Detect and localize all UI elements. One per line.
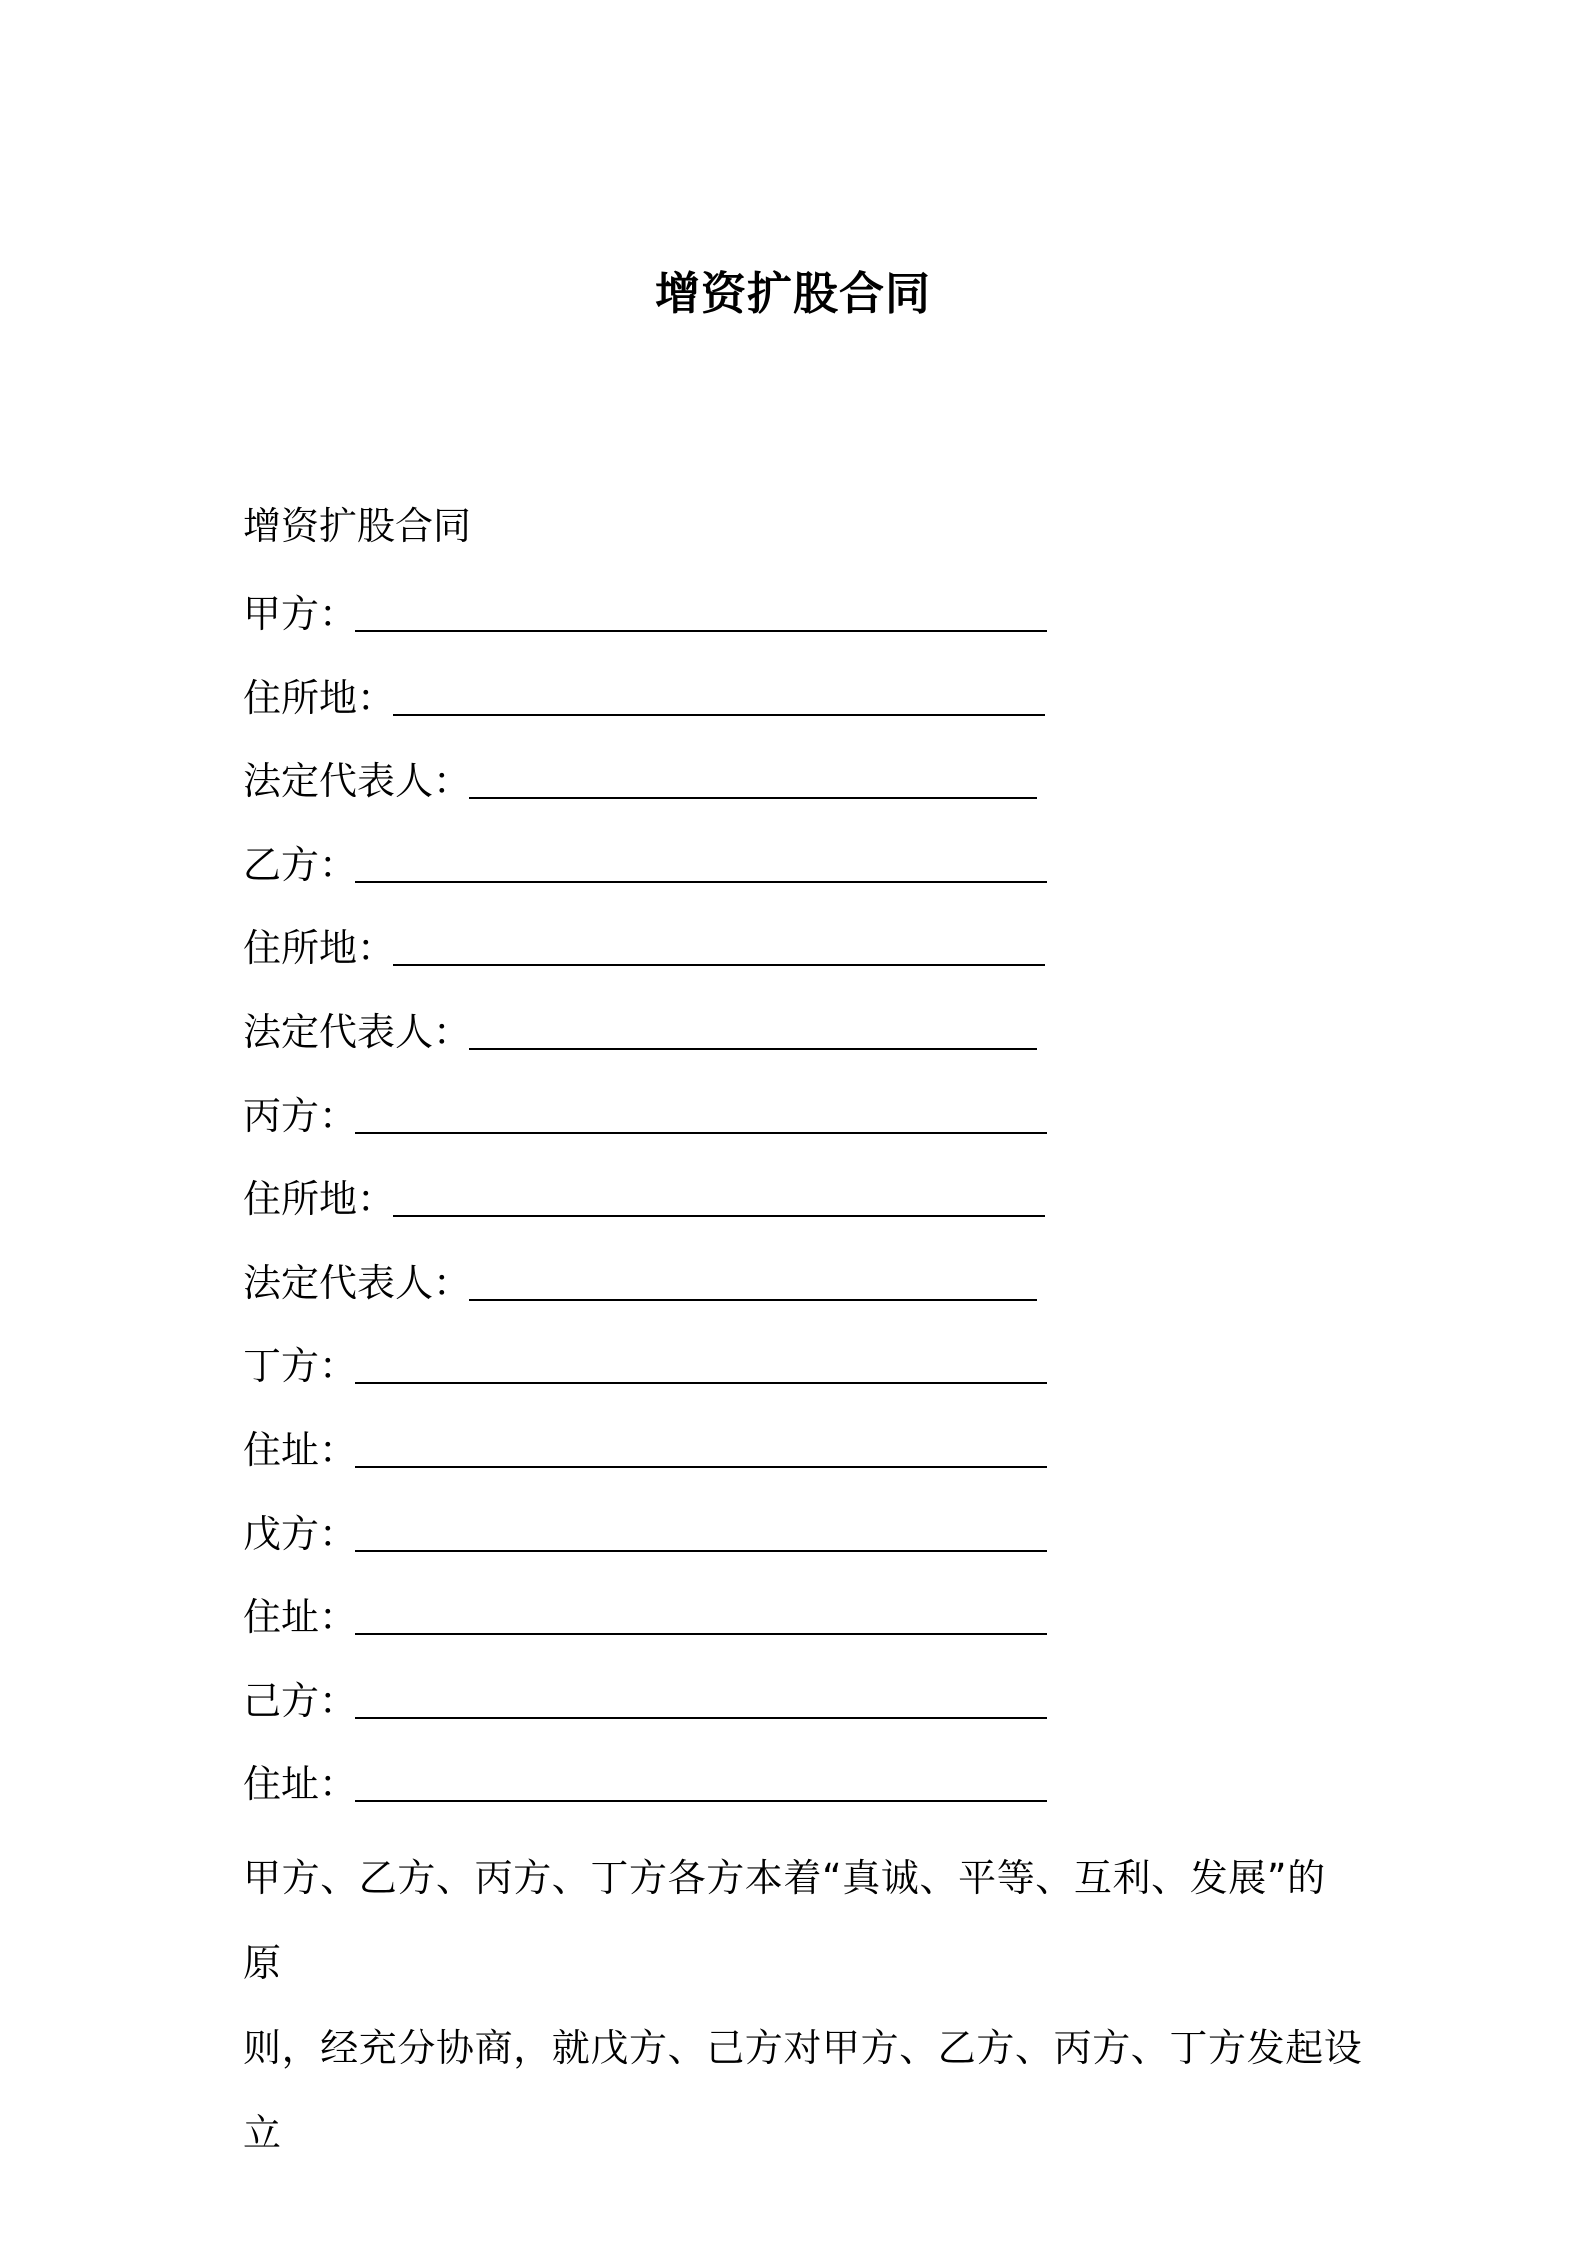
field-label: 法定代表人 bbox=[243, 1260, 434, 1305]
blank-line bbox=[355, 1507, 1047, 1552]
document-title: 增资扩股合同 bbox=[654, 267, 931, 320]
field-party-b bbox=[243, 838, 1443, 922]
field-party-c-address bbox=[243, 1172, 1443, 1256]
blank-line bbox=[393, 671, 1045, 716]
blank-line bbox=[355, 1339, 1047, 1384]
field-label: 丙方 bbox=[243, 1093, 320, 1138]
field-colon: ： bbox=[319, 1344, 358, 1389]
intro-paragraph bbox=[243, 1836, 1363, 2176]
field-party-c bbox=[243, 1089, 1443, 1173]
field-party-d bbox=[243, 1339, 1443, 1423]
blank-line bbox=[355, 1674, 1047, 1719]
field-label: 己方 bbox=[243, 1678, 320, 1723]
field-party-f-address bbox=[243, 1757, 1443, 1841]
field-label: 住所地 bbox=[243, 926, 358, 971]
field-label: 甲方 bbox=[243, 592, 320, 636]
blank-line bbox=[355, 1089, 1047, 1134]
field-colon: ： bbox=[319, 1678, 358, 1723]
field-label: 住所地 bbox=[243, 675, 358, 720]
field-label: 乙方 bbox=[243, 842, 320, 887]
field-party-a-legal-rep bbox=[243, 754, 1443, 838]
field-label: 住址 bbox=[243, 1595, 320, 1640]
field-colon: ： bbox=[319, 842, 358, 887]
intro-line: 甲方、乙方、丙方、丁方各方本着“真诚、平等、互利、发展”的原 bbox=[243, 1856, 1326, 1985]
field-colon: ： bbox=[433, 1009, 472, 1054]
field-party-d-address bbox=[243, 1423, 1443, 1507]
field-party-a bbox=[243, 587, 1443, 671]
field-colon: ： bbox=[319, 592, 358, 636]
blank-line bbox=[469, 1005, 1037, 1050]
blank-line bbox=[355, 1423, 1047, 1468]
field-label: 法定代表人 bbox=[243, 759, 434, 804]
field-label: 法定代表人 bbox=[243, 1009, 434, 1054]
blank-line bbox=[355, 587, 1047, 632]
field-colon: ： bbox=[357, 675, 396, 720]
blank-line bbox=[355, 1757, 1047, 1802]
intro-line: 则，经充分协商，就戊方、己方对甲方、乙方、丙方、丁方发起设立 bbox=[243, 2026, 1363, 2155]
blank-line bbox=[469, 754, 1037, 799]
field-party-b-legal-rep bbox=[243, 1005, 1443, 1089]
field-colon: ： bbox=[319, 1595, 358, 1640]
field-colon: ： bbox=[433, 759, 472, 804]
field-colon: ： bbox=[357, 1177, 396, 1222]
blank-line bbox=[393, 921, 1045, 966]
field-label: 戊方 bbox=[243, 1511, 320, 1556]
field-label: 住址 bbox=[243, 1762, 320, 1807]
blank-line bbox=[355, 1590, 1047, 1635]
field-party-a-address bbox=[243, 671, 1443, 755]
field-colon: ： bbox=[319, 1427, 358, 1472]
field-party-e-address bbox=[243, 1590, 1443, 1674]
field-colon: ： bbox=[319, 1093, 358, 1138]
field-label: 住所地 bbox=[243, 1177, 358, 1222]
field-party-f bbox=[243, 1674, 1443, 1758]
field-colon: ： bbox=[433, 1260, 472, 1305]
field-party-e bbox=[243, 1507, 1443, 1591]
field-party-b-address bbox=[243, 921, 1443, 1005]
blank-line bbox=[469, 1256, 1037, 1301]
field-party-c-legal-rep bbox=[243, 1256, 1443, 1340]
field-label: 住址 bbox=[243, 1427, 320, 1472]
field-label: 丁方 bbox=[243, 1344, 320, 1389]
blank-line bbox=[393, 1172, 1045, 1217]
document-subtitle: 增资扩股合同 bbox=[243, 504, 472, 548]
field-colon: ： bbox=[319, 1511, 358, 1556]
field-colon: ： bbox=[357, 926, 396, 971]
field-colon: ： bbox=[319, 1762, 358, 1807]
blank-line bbox=[355, 838, 1047, 883]
party-fields bbox=[243, 587, 1443, 1841]
